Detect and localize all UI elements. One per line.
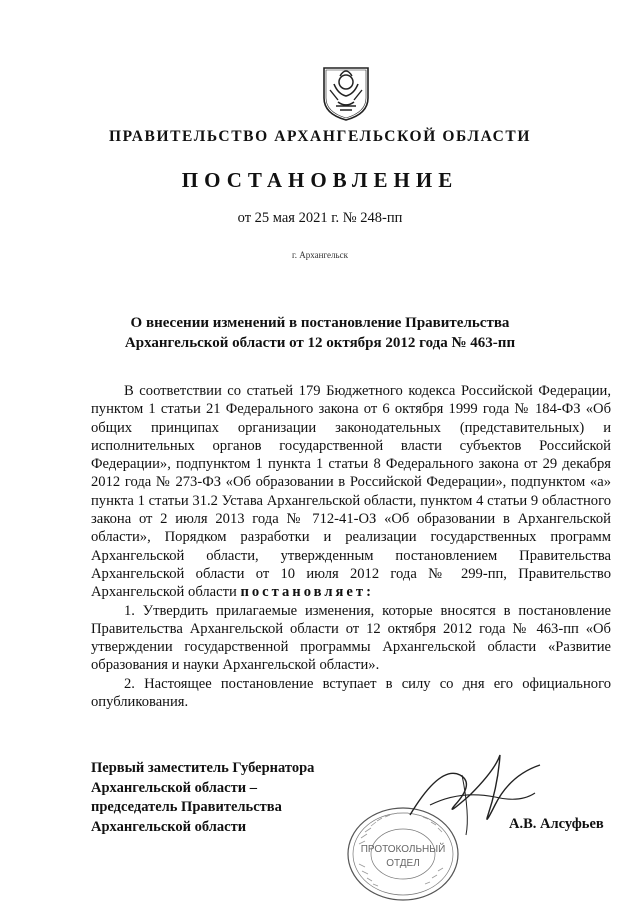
coat-of-arms-emblem	[316, 62, 376, 122]
document-title-line-2: Архангельской области от 12 октября 2012 года № 463-пп	[124, 335, 516, 351]
organization-name: ПРАВИТЕЛЬСТВО АРХАНГЕЛЬСКОЙ ОБЛАСТИ	[108, 128, 531, 145]
paragraph-preamble	[91, 382, 611, 602]
paragraph-item-1: 1. Утвердить прилагаемые изменения, которые вносятся в постановление Правительства Архангельской области от 12 октября 2012 года № 463-пп «Об утверждении государственной программы Архангельской области «Развитие образования и науки Архангельской области».	[91, 602, 611, 674]
handwritten-signature	[400, 745, 550, 840]
signatory-name: А.В. Алсуфьев	[509, 816, 604, 832]
document-city: г. Архангельск	[292, 250, 348, 260]
document-title	[0, 313, 640, 353]
signatory-line-1: Первый заместитель Губернатора	[91, 760, 315, 776]
stamp-text-1: ПРОТОКОЛЬНЫЙ	[360, 844, 446, 855]
signatory-line-2: Архангельской области –	[91, 779, 257, 796]
resolve-colon: :	[366, 584, 374, 601]
stamp-text-2: ОТДЕЛ	[386, 858, 420, 869]
preamble-text: В соответствии со статьей 179 Бюджетного кодекса Российской Федерации, пунктом 1 статьи 21 Федерального закона от 6 октября 1999 года № 184-ФЗ «Об общих принципах организации законодательных (представительных) и исполнительных органов государственной власти субъектов Российской Федерации», подпунктом 1 пункта 1 статьи 8 Федерального закона от 29 декабря 2012 года № 273-ФЗ «Об образовании в Российской Федерации», подпунктом «а» пункта 1 статьи 31.2 Устава Архангельской области, пунктом 4 статьи 9 областного закона от 2 июля 2013 года № 712-41-ОЗ «Об образовании в Архангельской области», Порядком разработки и реализации государственных программ Архангельской области, утвержденным постановлением Правительства Архангельской области от 10 июля 2012 года № 299-пп, Правительство Архангельской области	[91, 383, 611, 601]
signatory-line-4: Архангельской области	[91, 818, 247, 835]
document-type: ПОСТАНОВЛЕНИЕ	[181, 168, 459, 192]
signatory-line-3: председатель Правительства	[91, 799, 282, 815]
document-date-number: от 25 мая 2021 г. № 248-пп	[237, 210, 403, 226]
resolve-word: постановляет	[240, 584, 367, 601]
document-title-line-1: О внесении изменений в постановление Правительства	[130, 315, 510, 331]
document-body	[91, 382, 611, 711]
signatory-position	[91, 759, 314, 837]
paragraph-item-2: 2. Настоящее постановление вступает в силу со дня его официального опубликования.	[91, 675, 611, 711]
